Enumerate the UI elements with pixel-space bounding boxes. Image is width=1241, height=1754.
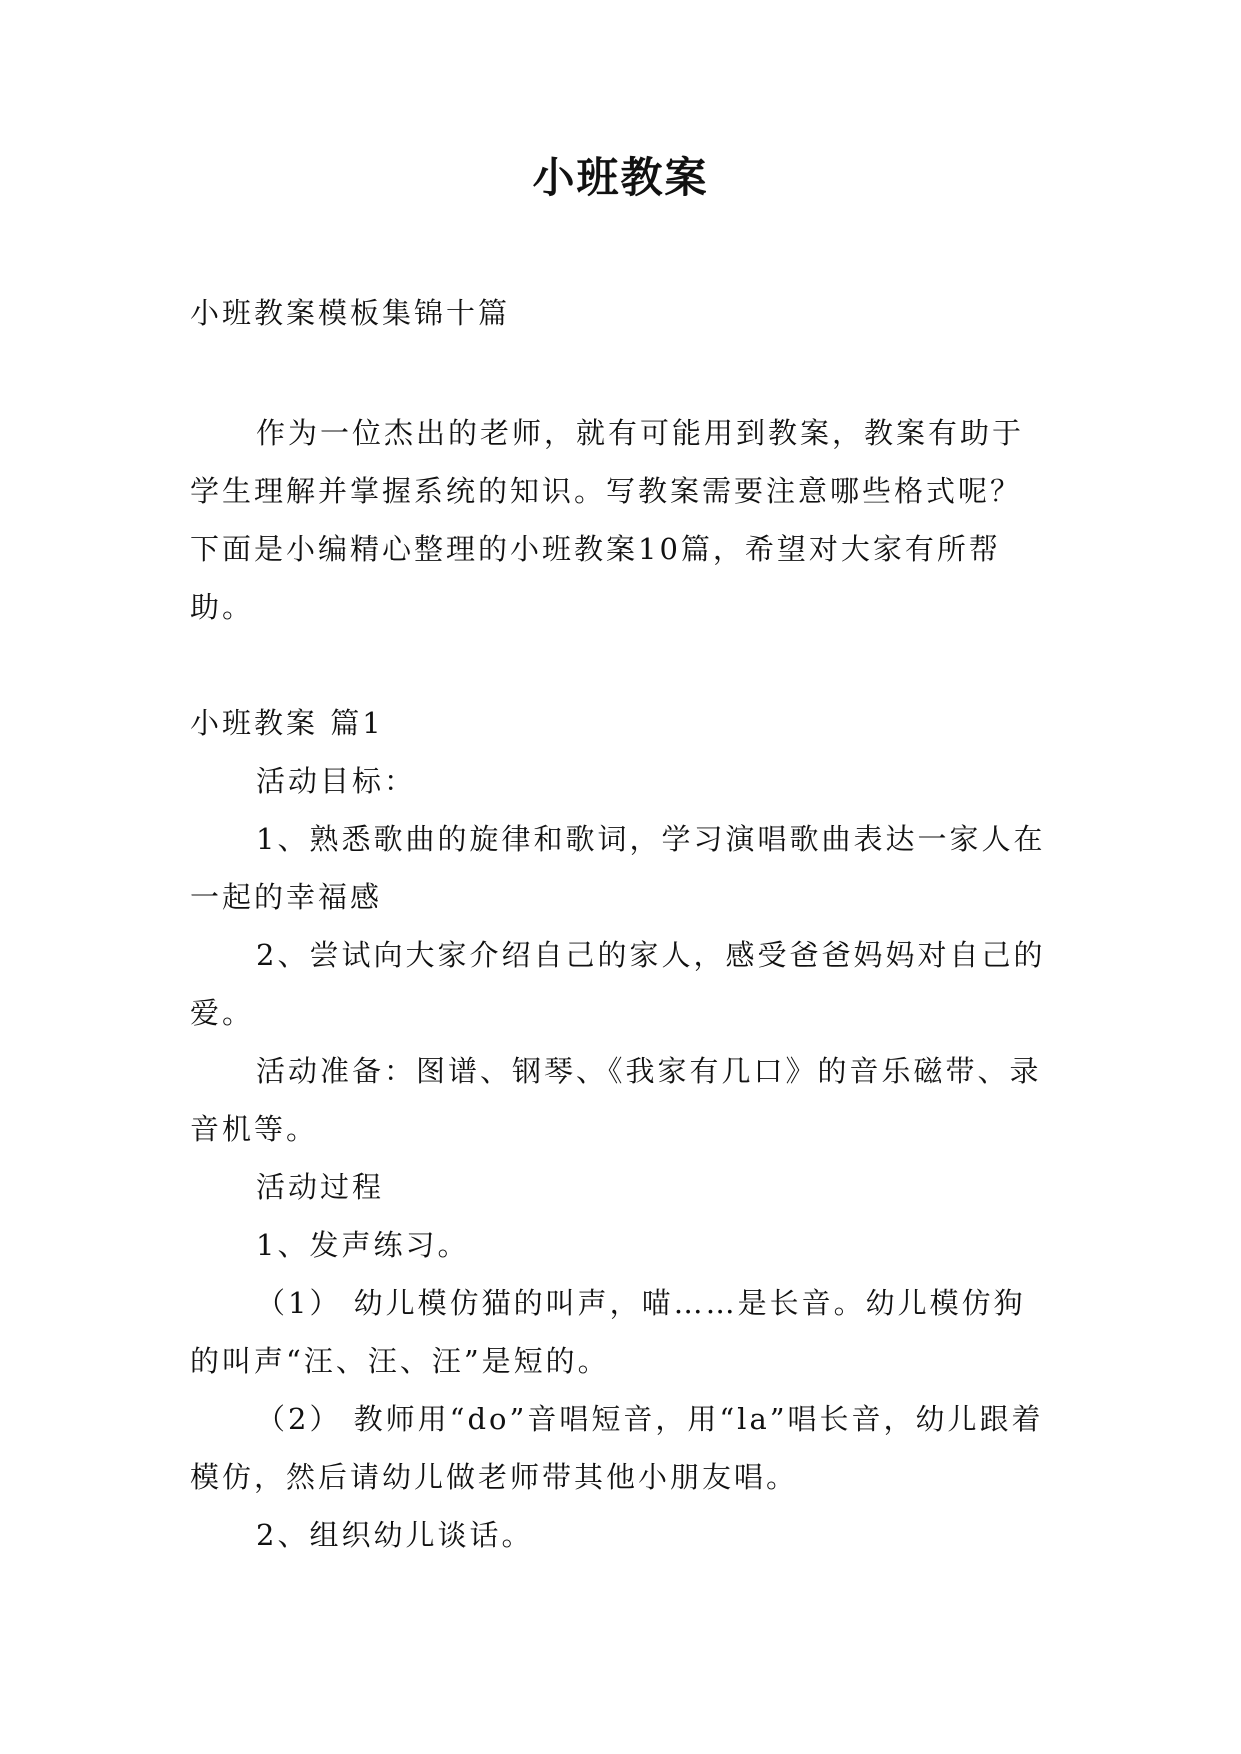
process-substep: （1） 幼儿模仿猫的叫声，喵……是长音。幼儿模仿狗的叫声“汪、汪、汪”是短的。 — [190, 1286, 1026, 1378]
document-subtitle: 小班教案模板集锦十篇 — [190, 296, 511, 330]
intro-paragraph: 作为一位杰出的老师，就有可能用到教案，教案有助于学生理解并掌握系统的知识。写教案需要注意哪些格式呢？下面是小编精心整理的小班教案10篇，希望对大家有所帮助。 — [190, 416, 1025, 624]
process-substep: （2） 教师用“do”音唱短音，用“la”唱长音，幼儿跟着模仿，然后请幼儿做老师带其他小朋友唱。 — [190, 1402, 1044, 1494]
goal-item: 1、熟悉歌曲的旋律和歌词，学习演唱歌曲表达一家人在一起的幸福感 — [190, 822, 1046, 914]
process-step: 2、组织幼儿谈话。 — [256, 1518, 534, 1552]
document-title: 小班教案 — [532, 153, 709, 202]
goal-item: 2、尝试向大家介绍自己的家人，感受爸爸妈妈对自己的爱。 — [190, 938, 1046, 1030]
lesson-section-1 — [190, 694, 1050, 1564]
section-heading: 小班教案 篇1 — [190, 706, 384, 740]
goals-label: 活动目标： — [256, 764, 417, 798]
process-step: 1、发声练习。 — [256, 1228, 470, 1262]
process-label: 活动过程 — [256, 1170, 385, 1204]
preparation-paragraph: 活动准备：图谱、钢琴、《我家有几口》的音乐磁带、录音机等。 — [190, 1054, 1042, 1146]
